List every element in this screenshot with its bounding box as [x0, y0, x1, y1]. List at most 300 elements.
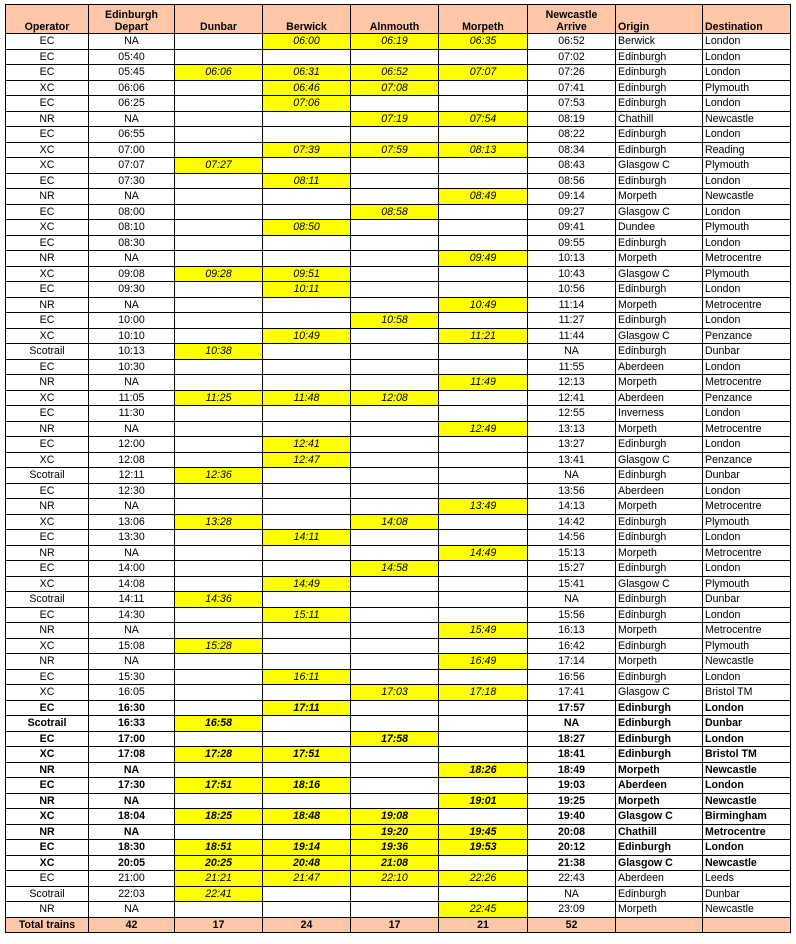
cell-morpeth	[439, 452, 528, 468]
cell-dunbar	[175, 173, 263, 189]
cell-morpeth: 07:54	[439, 111, 528, 127]
cell-alnmouth	[351, 173, 439, 189]
table-row	[6, 902, 791, 918]
table-row	[6, 886, 791, 902]
cell-dunbar: 11:25	[175, 390, 263, 406]
cell-edinburgh-depart: 14:11	[89, 592, 175, 608]
table-row	[6, 282, 791, 298]
table-row	[6, 266, 791, 282]
cell-dunbar: 18:25	[175, 809, 263, 825]
cell-operator: EC	[6, 437, 89, 453]
cell-dunbar	[175, 282, 263, 298]
cell-dunbar	[175, 437, 263, 453]
cell-origin: Aberdeen	[616, 390, 703, 406]
cell-destination: Metrocentre	[703, 499, 791, 515]
cell-alnmouth	[351, 282, 439, 298]
cell-newcastle-arrive: 22:43	[528, 871, 616, 887]
cell-berwick	[263, 545, 351, 561]
cell-edinburgh-depart: NA	[89, 111, 175, 127]
cell-berwick: 17:11	[263, 700, 351, 716]
table-row	[6, 49, 791, 65]
cell-edinburgh-depart: NA	[89, 654, 175, 670]
table-row	[6, 235, 791, 251]
cell-edinburgh-depart: 14:30	[89, 607, 175, 623]
cell-origin: Edinburgh	[616, 127, 703, 143]
table-row	[6, 65, 791, 81]
cell-alnmouth	[351, 49, 439, 65]
cell-alnmouth	[351, 328, 439, 344]
cell-alnmouth	[351, 158, 439, 174]
cell-alnmouth: 21:08	[351, 855, 439, 871]
cell-operator: XC	[6, 80, 89, 96]
cell-destination: Penzance	[703, 328, 791, 344]
table-row	[6, 576, 791, 592]
cell-newcastle-arrive: 10:56	[528, 282, 616, 298]
cell-berwick	[263, 654, 351, 670]
cell-alnmouth: 19:08	[351, 809, 439, 825]
cell-newcastle-arrive: 19:25	[528, 793, 616, 809]
cell-dunbar	[175, 111, 263, 127]
cell-edinburgh-depart: 14:00	[89, 561, 175, 577]
cell-operator: Scotrail	[6, 468, 89, 484]
cell-origin: Edinburgh	[616, 468, 703, 484]
cell-berwick	[263, 483, 351, 499]
timetable-body	[6, 34, 791, 918]
cell-destination: Metrocentre	[703, 421, 791, 437]
cell-operator: EC	[6, 65, 89, 81]
cell-dunbar: 16:58	[175, 716, 263, 732]
table-row	[6, 499, 791, 515]
cell-destination: Leeds	[703, 871, 791, 887]
total-berwick: 24	[263, 917, 351, 933]
cell-origin: Morpeth	[616, 623, 703, 639]
cell-operator: NR	[6, 251, 89, 267]
cell-destination: London	[703, 49, 791, 65]
cell-origin: Inverness	[616, 406, 703, 422]
totals-label: Total trains	[6, 917, 89, 933]
cell-edinburgh-depart: NA	[89, 189, 175, 205]
cell-edinburgh-depart: 14:08	[89, 576, 175, 592]
table-row	[6, 328, 791, 344]
cell-origin: Glasgow C	[616, 855, 703, 871]
cell-berwick	[263, 902, 351, 918]
cell-morpeth: 19:01	[439, 793, 528, 809]
cell-newcastle-arrive: NA	[528, 886, 616, 902]
cell-edinburgh-depart: 08:30	[89, 235, 175, 251]
cell-berwick	[263, 592, 351, 608]
cell-morpeth	[439, 483, 528, 499]
cell-operator: XC	[6, 328, 89, 344]
cell-newcastle-arrive: 13:56	[528, 483, 616, 499]
cell-dunbar	[175, 235, 263, 251]
cell-alnmouth	[351, 499, 439, 515]
col-header-dunbar: Dunbar	[175, 5, 263, 34]
cell-origin: Morpeth	[616, 762, 703, 778]
cell-berwick: 11:48	[263, 390, 351, 406]
cell-berwick	[263, 297, 351, 313]
cell-newcastle-arrive: 08:56	[528, 173, 616, 189]
cell-edinburgh-depart: 16:05	[89, 685, 175, 701]
cell-dunbar: 09:28	[175, 266, 263, 282]
cell-origin: Edinburgh	[616, 700, 703, 716]
table-row	[6, 375, 791, 391]
cell-dunbar: 18:51	[175, 840, 263, 856]
table-row	[6, 406, 791, 422]
cell-origin: Edinburgh	[616, 886, 703, 902]
cell-morpeth	[439, 220, 528, 236]
cell-morpeth: 12:49	[439, 421, 528, 437]
cell-destination: Bristol TM	[703, 747, 791, 763]
table-row	[6, 669, 791, 685]
cell-destination: London	[703, 840, 791, 856]
cell-newcastle-arrive: 20:12	[528, 840, 616, 856]
cell-dunbar	[175, 328, 263, 344]
cell-dunbar	[175, 685, 263, 701]
cell-origin: Morpeth	[616, 793, 703, 809]
cell-origin: Morpeth	[616, 421, 703, 437]
cell-destination: Metrocentre	[703, 251, 791, 267]
cell-newcastle-arrive: 16:56	[528, 669, 616, 685]
cell-berwick: 21:47	[263, 871, 351, 887]
cell-origin: Glasgow C	[616, 204, 703, 220]
cell-destination: London	[703, 282, 791, 298]
cell-dunbar	[175, 607, 263, 623]
cell-origin: Morpeth	[616, 902, 703, 918]
cell-berwick	[263, 204, 351, 220]
cell-edinburgh-depart: 06:55	[89, 127, 175, 143]
cell-destination: London	[703, 204, 791, 220]
cell-morpeth: 13:49	[439, 499, 528, 515]
cell-edinburgh-depart: NA	[89, 623, 175, 639]
cell-edinburgh-depart: 09:08	[89, 266, 175, 282]
train-timetable	[5, 4, 791, 933]
table-row	[6, 34, 791, 50]
cell-operator: EC	[6, 530, 89, 546]
cell-edinburgh-depart: NA	[89, 34, 175, 50]
cell-destination: London	[703, 778, 791, 794]
cell-berwick	[263, 344, 351, 360]
cell-destination: London	[703, 34, 791, 50]
cell-dunbar: 17:28	[175, 747, 263, 763]
cell-berwick	[263, 886, 351, 902]
cell-newcastle-arrive: 07:26	[528, 65, 616, 81]
cell-operator: XC	[6, 747, 89, 763]
cell-alnmouth	[351, 189, 439, 205]
cell-operator: NR	[6, 545, 89, 561]
col-header-origin: Origin	[616, 5, 703, 34]
cell-alnmouth	[351, 406, 439, 422]
cell-operator: EC	[6, 204, 89, 220]
cell-morpeth	[439, 561, 528, 577]
cell-newcastle-arrive: 14:56	[528, 530, 616, 546]
cell-morpeth: 06:35	[439, 34, 528, 50]
cell-dunbar	[175, 669, 263, 685]
cell-berwick: 15:11	[263, 607, 351, 623]
cell-operator: NR	[6, 189, 89, 205]
table-row	[6, 313, 791, 329]
cell-morpeth	[439, 282, 528, 298]
cell-morpeth	[439, 716, 528, 732]
cell-dunbar	[175, 96, 263, 112]
cell-destination: London	[703, 127, 791, 143]
cell-morpeth	[439, 607, 528, 623]
cell-origin: Morpeth	[616, 654, 703, 670]
cell-newcastle-arrive: 13:13	[528, 421, 616, 437]
cell-morpeth	[439, 700, 528, 716]
cell-newcastle-arrive: 16:13	[528, 623, 616, 639]
cell-edinburgh-depart: NA	[89, 902, 175, 918]
cell-newcastle-arrive: 07:02	[528, 49, 616, 65]
cell-alnmouth	[351, 297, 439, 313]
cell-alnmouth	[351, 545, 439, 561]
table-row	[6, 762, 791, 778]
cell-newcastle-arrive: NA	[528, 344, 616, 360]
cell-operator: NR	[6, 111, 89, 127]
cell-newcastle-arrive: 08:22	[528, 127, 616, 143]
total-morpeth: 21	[439, 917, 528, 933]
cell-origin: Berwick	[616, 34, 703, 50]
table-row	[6, 189, 791, 205]
cell-newcastle-arrive: 18:41	[528, 747, 616, 763]
cell-destination: Dunbar	[703, 886, 791, 902]
cell-morpeth: 11:21	[439, 328, 528, 344]
cell-morpeth	[439, 855, 528, 871]
cell-alnmouth	[351, 421, 439, 437]
cell-operator: NR	[6, 499, 89, 515]
cell-dunbar	[175, 421, 263, 437]
table-row	[6, 638, 791, 654]
cell-berwick: 18:48	[263, 809, 351, 825]
cell-newcastle-arrive: NA	[528, 468, 616, 484]
cell-dunbar	[175, 731, 263, 747]
cell-morpeth	[439, 173, 528, 189]
cell-dunbar	[175, 561, 263, 577]
cell-edinburgh-depart: NA	[89, 824, 175, 840]
table-row	[6, 344, 791, 360]
cell-dunbar	[175, 359, 263, 375]
cell-dunbar	[175, 406, 263, 422]
cell-alnmouth	[351, 468, 439, 484]
cell-edinburgh-depart: 10:00	[89, 313, 175, 329]
cell-berwick: 10:11	[263, 282, 351, 298]
cell-operator: NR	[6, 375, 89, 391]
cell-alnmouth	[351, 638, 439, 654]
cell-destination: London	[703, 607, 791, 623]
cell-edinburgh-depart: 16:33	[89, 716, 175, 732]
cell-alnmouth	[351, 700, 439, 716]
cell-alnmouth	[351, 251, 439, 267]
cell-edinburgh-depart: NA	[89, 421, 175, 437]
table-row	[6, 452, 791, 468]
totals-row	[6, 917, 791, 933]
cell-dunbar: 17:51	[175, 778, 263, 794]
cell-operator: EC	[6, 731, 89, 747]
cell-edinburgh-depart: 10:10	[89, 328, 175, 344]
cell-operator: Scotrail	[6, 344, 89, 360]
cell-operator: NR	[6, 297, 89, 313]
cell-morpeth	[439, 158, 528, 174]
cell-edinburgh-depart: 07:07	[89, 158, 175, 174]
cell-destination: Newcastle	[703, 855, 791, 871]
cell-origin: Edinburgh	[616, 313, 703, 329]
cell-dunbar	[175, 142, 263, 158]
cell-morpeth	[439, 638, 528, 654]
cell-operator: XC	[6, 855, 89, 871]
cell-edinburgh-depart: 18:30	[89, 840, 175, 856]
table-row	[6, 747, 791, 763]
cell-morpeth: 11:49	[439, 375, 528, 391]
cell-edinburgh-depart: NA	[89, 545, 175, 561]
cell-edinburgh-depart: 08:10	[89, 220, 175, 236]
cell-morpeth: 08:13	[439, 142, 528, 158]
cell-destination: Dunbar	[703, 716, 791, 732]
cell-origin: Edinburgh	[616, 561, 703, 577]
cell-destination: Plymouth	[703, 158, 791, 174]
table-row	[6, 127, 791, 143]
cell-newcastle-arrive: 21:38	[528, 855, 616, 871]
cell-morpeth: 17:18	[439, 685, 528, 701]
cell-edinburgh-depart: 18:04	[89, 809, 175, 825]
cell-newcastle-arrive: 13:27	[528, 437, 616, 453]
cell-newcastle-arrive: 06:52	[528, 34, 616, 50]
cell-morpeth	[439, 406, 528, 422]
cell-edinburgh-depart: 16:30	[89, 700, 175, 716]
cell-alnmouth: 14:58	[351, 561, 439, 577]
cell-alnmouth	[351, 96, 439, 112]
cell-newcastle-arrive: 08:19	[528, 111, 616, 127]
cell-berwick	[263, 421, 351, 437]
cell-edinburgh-depart: NA	[89, 375, 175, 391]
cell-destination: Bristol TM	[703, 685, 791, 701]
cell-dunbar	[175, 80, 263, 96]
cell-operator: XC	[6, 142, 89, 158]
cell-edinburgh-depart: NA	[89, 251, 175, 267]
cell-alnmouth: 19:36	[351, 840, 439, 856]
cell-origin: Edinburgh	[616, 840, 703, 856]
cell-alnmouth	[351, 576, 439, 592]
cell-alnmouth	[351, 886, 439, 902]
cell-destination: Plymouth	[703, 80, 791, 96]
cell-morpeth: 07:07	[439, 65, 528, 81]
cell-destination: London	[703, 65, 791, 81]
cell-operator: XC	[6, 220, 89, 236]
cell-newcastle-arrive: 17:14	[528, 654, 616, 670]
table-row	[6, 514, 791, 530]
cell-newcastle-arrive: 11:44	[528, 328, 616, 344]
cell-operator: EC	[6, 235, 89, 251]
cell-edinburgh-depart: 12:00	[89, 437, 175, 453]
cell-morpeth: 18:26	[439, 762, 528, 778]
cell-edinburgh-depart: NA	[89, 762, 175, 778]
cell-newcastle-arrive: 23:09	[528, 902, 616, 918]
cell-berwick	[263, 762, 351, 778]
cell-origin: Edinburgh	[616, 282, 703, 298]
cell-dunbar	[175, 34, 263, 50]
cell-destination: Newcastle	[703, 189, 791, 205]
cell-newcastle-arrive: 09:41	[528, 220, 616, 236]
cell-dunbar	[175, 297, 263, 313]
cell-origin: Edinburgh	[616, 530, 703, 546]
cell-dunbar: 12:36	[175, 468, 263, 484]
cell-dunbar	[175, 793, 263, 809]
cell-edinburgh-depart: 09:30	[89, 282, 175, 298]
table-row	[6, 855, 791, 871]
cell-berwick	[263, 824, 351, 840]
cell-dunbar	[175, 824, 263, 840]
cell-origin: Dundee	[616, 220, 703, 236]
cell-alnmouth: 06:19	[351, 34, 439, 50]
cell-destination: London	[703, 173, 791, 189]
table-row	[6, 731, 791, 747]
cell-destination: Plymouth	[703, 266, 791, 282]
cell-newcastle-arrive: 13:41	[528, 452, 616, 468]
cell-alnmouth	[351, 793, 439, 809]
cell-berwick: 08:11	[263, 173, 351, 189]
cell-dunbar	[175, 452, 263, 468]
cell-alnmouth: 17:03	[351, 685, 439, 701]
cell-operator: EC	[6, 607, 89, 623]
cell-destination: London	[703, 437, 791, 453]
cell-origin: Aberdeen	[616, 483, 703, 499]
table-row	[6, 173, 791, 189]
cell-newcastle-arrive: 11:55	[528, 359, 616, 375]
cell-newcastle-arrive: 12:55	[528, 406, 616, 422]
cell-edinburgh-depart: 10:13	[89, 344, 175, 360]
cell-origin: Morpeth	[616, 375, 703, 391]
cell-edinburgh-depart: 15:30	[89, 669, 175, 685]
cell-newcastle-arrive: 18:27	[528, 731, 616, 747]
cell-dunbar: 13:28	[175, 514, 263, 530]
cell-dunbar: 07:27	[175, 158, 263, 174]
cell-alnmouth	[351, 235, 439, 251]
table-row	[6, 654, 791, 670]
cell-dunbar	[175, 375, 263, 391]
cell-destination: Metrocentre	[703, 375, 791, 391]
cell-berwick	[263, 375, 351, 391]
table-row	[6, 545, 791, 561]
cell-morpeth	[439, 809, 528, 825]
cell-operator: XC	[6, 576, 89, 592]
cell-morpeth	[439, 576, 528, 592]
cell-destination: London	[703, 96, 791, 112]
cell-alnmouth	[351, 359, 439, 375]
cell-origin: Aberdeen	[616, 359, 703, 375]
cell-newcastle-arrive: 20:08	[528, 824, 616, 840]
cell-origin: Glasgow C	[616, 576, 703, 592]
cell-operator: NR	[6, 623, 89, 639]
cell-origin: Morpeth	[616, 297, 703, 313]
cell-alnmouth	[351, 669, 439, 685]
cell-edinburgh-depart: NA	[89, 793, 175, 809]
cell-origin: Glasgow C	[616, 809, 703, 825]
cell-origin: Edinburgh	[616, 173, 703, 189]
cell-dunbar	[175, 499, 263, 515]
table-row	[6, 716, 791, 732]
cell-newcastle-arrive: 09:14	[528, 189, 616, 205]
cell-newcastle-arrive: 17:41	[528, 685, 616, 701]
cell-morpeth	[439, 344, 528, 360]
cell-edinburgh-depart: 07:30	[89, 173, 175, 189]
cell-origin: Edinburgh	[616, 437, 703, 453]
cell-newcastle-arrive: 10:13	[528, 251, 616, 267]
cell-operator: NR	[6, 421, 89, 437]
cell-operator: EC	[6, 34, 89, 50]
cell-operator: EC	[6, 127, 89, 143]
cell-edinburgh-depart: NA	[89, 499, 175, 515]
cell-alnmouth	[351, 437, 439, 453]
cell-origin: Glasgow C	[616, 452, 703, 468]
cell-morpeth: 19:53	[439, 840, 528, 856]
